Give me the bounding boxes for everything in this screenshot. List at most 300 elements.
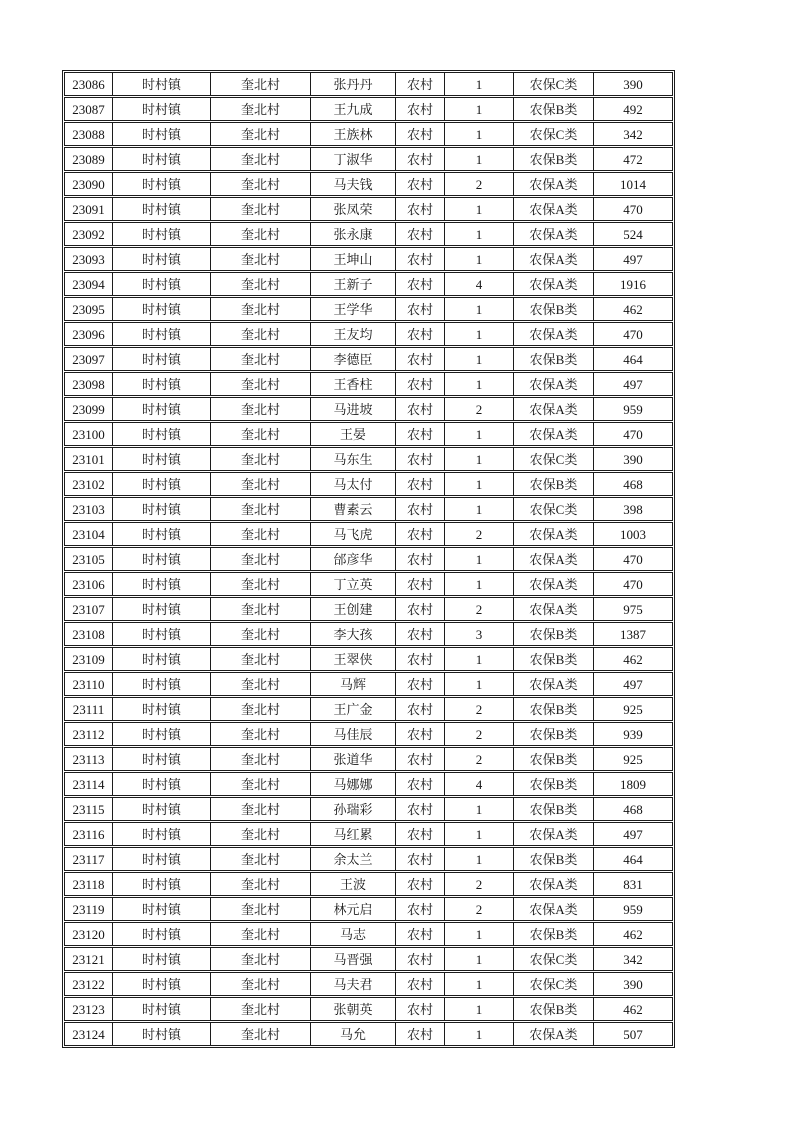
insurance-category: 农保A类	[514, 548, 594, 570]
table-row	[64, 722, 673, 746]
insurance-category: 农保A类	[514, 248, 594, 270]
record-id: 23105	[65, 548, 113, 570]
amount: 468	[623, 801, 643, 817]
record-id: 23086	[65, 73, 113, 95]
table-row	[64, 222, 673, 246]
record-id: 23088	[65, 123, 113, 145]
insurance-category: 农保B类	[514, 998, 594, 1020]
residence-type: 农村	[396, 323, 445, 345]
amount: 342	[623, 951, 643, 967]
amount: 959	[623, 901, 643, 917]
residence-type: 农村	[396, 498, 445, 520]
town-name: 时村镇	[113, 423, 211, 445]
table-row	[64, 122, 673, 146]
village-name: 奎北村	[211, 223, 311, 245]
residence-type: 农村	[396, 648, 445, 670]
person-count: 1	[445, 298, 514, 320]
record-id: 23104	[65, 523, 113, 545]
village-name: 奎北村	[211, 798, 311, 820]
village-name: 奎北村	[211, 973, 311, 995]
person-name: 王翠侠	[311, 648, 396, 670]
record-id: 23095	[65, 298, 113, 320]
person-count: 1	[445, 673, 514, 695]
town-name: 时村镇	[113, 98, 211, 120]
person-name: 马辉	[311, 673, 396, 695]
residence-type: 农村	[396, 898, 445, 920]
town-name: 时村镇	[113, 1023, 211, 1045]
table-row	[64, 72, 673, 96]
village-name: 奎北村	[211, 698, 311, 720]
amount: 390	[623, 976, 643, 992]
table-row	[64, 422, 673, 446]
town-name: 时村镇	[113, 648, 211, 670]
residence-type: 农村	[396, 923, 445, 945]
person-name: 马娜娜	[311, 773, 396, 795]
residence-type: 农村	[396, 98, 445, 120]
record-id: 23087	[65, 98, 113, 120]
town-name: 时村镇	[113, 923, 211, 945]
village-name: 奎北村	[211, 948, 311, 970]
record-id: 23097	[65, 348, 113, 370]
residence-type: 农村	[396, 448, 445, 470]
residence-type: 农村	[396, 73, 445, 95]
insurance-category: 农保A类	[514, 898, 594, 920]
residence-type: 农村	[396, 273, 445, 295]
record-id: 23119	[65, 898, 113, 920]
person-count: 2	[445, 173, 514, 195]
record-id: 23123	[65, 998, 113, 1020]
insurance-category: 农保B类	[514, 348, 594, 370]
person-count: 3	[445, 623, 514, 645]
record-id: 23100	[65, 423, 113, 445]
village-name: 奎北村	[211, 348, 311, 370]
town-name: 时村镇	[113, 373, 211, 395]
person-count: 1	[445, 823, 514, 845]
insurance-category: 农保A类	[514, 573, 594, 595]
record-id: 23096	[65, 323, 113, 345]
amount: 497	[623, 376, 643, 392]
insurance-category: 农保B类	[514, 773, 594, 795]
person-count: 2	[445, 698, 514, 720]
table-row	[64, 272, 673, 296]
town-name: 时村镇	[113, 623, 211, 645]
person-name: 王香柱	[311, 373, 396, 395]
village-name: 奎北村	[211, 773, 311, 795]
table-row	[64, 297, 673, 321]
record-id: 23124	[65, 1023, 113, 1045]
insurance-category: 农保C类	[514, 498, 594, 520]
person-name: 张朝英	[311, 998, 396, 1020]
insurance-category: 农保B类	[514, 798, 594, 820]
insurance-category: 农保A类	[514, 873, 594, 895]
person-count: 1	[445, 648, 514, 670]
town-name: 时村镇	[113, 523, 211, 545]
village-name: 奎北村	[211, 198, 311, 220]
village-name: 奎北村	[211, 723, 311, 745]
record-id: 23098	[65, 373, 113, 395]
person-name: 马东生	[311, 448, 396, 470]
insurance-category: 农保C类	[514, 73, 594, 95]
person-count: 2	[445, 598, 514, 620]
village-name: 奎北村	[211, 923, 311, 945]
amount: 925	[623, 701, 643, 717]
person-count: 1	[445, 323, 514, 345]
residence-type: 农村	[396, 148, 445, 170]
person-name: 孙瑞彩	[311, 798, 396, 820]
residence-type: 农村	[396, 348, 445, 370]
person-count: 1	[445, 948, 514, 970]
village-name: 奎北村	[211, 398, 311, 420]
town-name: 时村镇	[113, 498, 211, 520]
town-name: 时村镇	[113, 873, 211, 895]
amount: 492	[623, 101, 643, 117]
person-name: 丁淑华	[311, 148, 396, 170]
amount: 390	[623, 451, 643, 467]
town-name: 时村镇	[113, 223, 211, 245]
insurance-category: 农保B类	[514, 623, 594, 645]
table-row	[64, 322, 673, 346]
person-count: 1	[445, 573, 514, 595]
residence-type: 农村	[396, 123, 445, 145]
town-name: 时村镇	[113, 673, 211, 695]
person-count: 1	[445, 123, 514, 145]
amount: 507	[623, 1026, 643, 1042]
residence-type: 农村	[396, 823, 445, 845]
village-name: 奎北村	[211, 523, 311, 545]
insurance-category: 农保A类	[514, 323, 594, 345]
town-name: 时村镇	[113, 798, 211, 820]
amount: 462	[623, 301, 643, 317]
village-name: 奎北村	[211, 1023, 311, 1045]
town-name: 时村镇	[113, 398, 211, 420]
person-count: 1	[445, 1023, 514, 1045]
insurance-category: 农保B类	[514, 723, 594, 745]
town-name: 时村镇	[113, 973, 211, 995]
amount: 497	[623, 251, 643, 267]
record-id: 23111	[65, 698, 113, 720]
residence-type: 农村	[396, 173, 445, 195]
person-name: 王坤山	[311, 248, 396, 270]
person-count: 1	[445, 448, 514, 470]
town-name: 时村镇	[113, 698, 211, 720]
amount: 1809	[620, 776, 646, 792]
table-row	[64, 472, 673, 496]
insurance-category: 农保B类	[514, 98, 594, 120]
person-name: 王九成	[311, 98, 396, 120]
town-name: 时村镇	[113, 948, 211, 970]
town-name: 时村镇	[113, 898, 211, 920]
insurance-category: 农保B类	[514, 473, 594, 495]
table-row	[64, 197, 673, 221]
person-name: 马允	[311, 1023, 396, 1045]
village-name: 奎北村	[211, 98, 311, 120]
residence-type: 农村	[396, 473, 445, 495]
table-row	[64, 622, 673, 646]
town-name: 时村镇	[113, 323, 211, 345]
village-name: 奎北村	[211, 248, 311, 270]
village-name: 奎北村	[211, 373, 311, 395]
person-count: 1	[445, 998, 514, 1020]
record-id: 23122	[65, 973, 113, 995]
town-name: 时村镇	[113, 998, 211, 1020]
village-name: 奎北村	[211, 873, 311, 895]
table-row	[64, 872, 673, 896]
record-id: 23118	[65, 873, 113, 895]
amount: 464	[623, 351, 643, 367]
town-name: 时村镇	[113, 348, 211, 370]
person-count: 1	[445, 548, 514, 570]
table-row	[64, 697, 673, 721]
amount: 470	[623, 201, 643, 217]
table-row	[64, 647, 673, 671]
record-id: 23101	[65, 448, 113, 470]
person-count: 1	[445, 498, 514, 520]
village-name: 奎北村	[211, 448, 311, 470]
person-name: 马飞虎	[311, 523, 396, 545]
table-row	[64, 372, 673, 396]
residence-type: 农村	[396, 973, 445, 995]
table-row	[64, 897, 673, 921]
table-row	[64, 672, 673, 696]
record-id: 23091	[65, 198, 113, 220]
village-name: 奎北村	[211, 123, 311, 145]
town-name: 时村镇	[113, 723, 211, 745]
village-name: 奎北村	[211, 598, 311, 620]
person-count: 2	[445, 873, 514, 895]
person-name: 曹素云	[311, 498, 396, 520]
insurance-category: 农保A类	[514, 823, 594, 845]
table-row	[64, 547, 673, 571]
insurance-category: 农保B类	[514, 298, 594, 320]
residence-type: 农村	[396, 298, 445, 320]
amount: 497	[623, 676, 643, 692]
amount: 470	[623, 576, 643, 592]
insurance-category: 农保A类	[514, 423, 594, 445]
table-row	[64, 972, 673, 996]
residence-type: 农村	[396, 848, 445, 870]
table-row	[64, 922, 673, 946]
table-row	[64, 147, 673, 171]
village-name: 奎北村	[211, 848, 311, 870]
amount: 524	[623, 226, 643, 242]
village-name: 奎北村	[211, 648, 311, 670]
residence-type: 农村	[396, 873, 445, 895]
table-row	[64, 347, 673, 371]
residence-type: 农村	[396, 573, 445, 595]
person-name: 张凤荣	[311, 198, 396, 220]
residence-type: 农村	[396, 223, 445, 245]
insurance-category: 农保B类	[514, 848, 594, 870]
person-name: 邰彦华	[311, 548, 396, 570]
person-count: 1	[445, 473, 514, 495]
person-name: 马志	[311, 923, 396, 945]
table-row	[64, 97, 673, 121]
amount: 468	[623, 476, 643, 492]
table-row	[64, 172, 673, 196]
person-count: 1	[445, 848, 514, 870]
town-name: 时村镇	[113, 823, 211, 845]
insurance-category: 农保B类	[514, 648, 594, 670]
amount: 464	[623, 851, 643, 867]
residence-type: 农村	[396, 423, 445, 445]
amount: 975	[623, 601, 643, 617]
insurance-category: 农保B类	[514, 148, 594, 170]
person-count: 1	[445, 923, 514, 945]
town-name: 时村镇	[113, 548, 211, 570]
person-name: 王族林	[311, 123, 396, 145]
amount: 470	[623, 426, 643, 442]
record-id: 23109	[65, 648, 113, 670]
record-id: 23090	[65, 173, 113, 195]
village-name: 奎北村	[211, 748, 311, 770]
person-count: 1	[445, 423, 514, 445]
residence-type: 农村	[396, 723, 445, 745]
amount: 462	[623, 651, 643, 667]
residence-type: 农村	[396, 998, 445, 1020]
person-name: 王友均	[311, 323, 396, 345]
person-name: 张道华	[311, 748, 396, 770]
residence-type: 农村	[396, 523, 445, 545]
town-name: 时村镇	[113, 148, 211, 170]
table-row	[64, 397, 673, 421]
person-name: 马进坡	[311, 398, 396, 420]
town-name: 时村镇	[113, 448, 211, 470]
person-count: 4	[445, 273, 514, 295]
village-name: 奎北村	[211, 323, 311, 345]
town-name: 时村镇	[113, 748, 211, 770]
insurance-category: 农保A类	[514, 1023, 594, 1045]
person-name: 王学华	[311, 298, 396, 320]
insurance-category: 农保B类	[514, 698, 594, 720]
insurance-category: 农保C类	[514, 123, 594, 145]
person-count: 1	[445, 148, 514, 170]
town-name: 时村镇	[113, 298, 211, 320]
person-count: 1	[445, 373, 514, 395]
village-name: 奎北村	[211, 273, 311, 295]
person-name: 王波	[311, 873, 396, 895]
insurance-category: 农保A类	[514, 273, 594, 295]
insurance-category: 农保C类	[514, 448, 594, 470]
residence-type: 农村	[396, 673, 445, 695]
table-row	[64, 847, 673, 871]
town-name: 时村镇	[113, 573, 211, 595]
table-row	[64, 772, 673, 796]
record-id: 23092	[65, 223, 113, 245]
residence-type: 农村	[396, 748, 445, 770]
record-id: 23108	[65, 623, 113, 645]
town-name: 时村镇	[113, 473, 211, 495]
residence-type: 农村	[396, 248, 445, 270]
village-name: 奎北村	[211, 148, 311, 170]
village-name: 奎北村	[211, 298, 311, 320]
town-name: 时村镇	[113, 123, 211, 145]
amount: 342	[623, 126, 643, 142]
village-name: 奎北村	[211, 423, 311, 445]
insurance-category: 农保C类	[514, 973, 594, 995]
amount: 470	[623, 551, 643, 567]
insurance-category: 农保B类	[514, 923, 594, 945]
residence-type: 农村	[396, 398, 445, 420]
village-name: 奎北村	[211, 673, 311, 695]
residence-type: 农村	[396, 1023, 445, 1045]
record-id: 23110	[65, 673, 113, 695]
insurance-category: 农保A类	[514, 523, 594, 545]
record-id: 23094	[65, 273, 113, 295]
person-name: 林元启	[311, 898, 396, 920]
town-name: 时村镇	[113, 73, 211, 95]
residence-type: 农村	[396, 373, 445, 395]
amount: 390	[623, 76, 643, 92]
insurance-category: 农保A类	[514, 173, 594, 195]
person-count: 2	[445, 723, 514, 745]
record-id: 23106	[65, 573, 113, 595]
person-count: 4	[445, 773, 514, 795]
person-count: 2	[445, 898, 514, 920]
person-name: 张丹丹	[311, 73, 396, 95]
person-name: 李德臣	[311, 348, 396, 370]
table-row	[64, 522, 673, 546]
record-id: 23116	[65, 823, 113, 845]
table-row	[64, 747, 673, 771]
insurance-category: 农保B类	[514, 748, 594, 770]
person-count: 1	[445, 98, 514, 120]
table-row	[64, 247, 673, 271]
amount: 831	[623, 876, 643, 892]
amount: 925	[623, 751, 643, 767]
record-id: 23113	[65, 748, 113, 770]
insurance-category: 农保A类	[514, 398, 594, 420]
table-row	[64, 797, 673, 821]
record-id: 23121	[65, 948, 113, 970]
town-name: 时村镇	[113, 273, 211, 295]
amount: 959	[623, 401, 643, 417]
person-count: 1	[445, 223, 514, 245]
person-count: 1	[445, 248, 514, 270]
person-count: 1	[445, 798, 514, 820]
record-id: 23107	[65, 598, 113, 620]
person-name: 王晏	[311, 423, 396, 445]
amount: 939	[623, 726, 643, 742]
table-row	[64, 997, 673, 1021]
village-name: 奎北村	[211, 173, 311, 195]
insurance-category: 农保A类	[514, 673, 594, 695]
village-name: 奎北村	[211, 498, 311, 520]
amount: 462	[623, 926, 643, 942]
amount: 398	[623, 501, 643, 517]
record-id: 23115	[65, 798, 113, 820]
person-name: 王广金	[311, 698, 396, 720]
village-name: 奎北村	[211, 623, 311, 645]
village-name: 奎北村	[211, 573, 311, 595]
village-name: 奎北村	[211, 548, 311, 570]
record-id: 23114	[65, 773, 113, 795]
town-name: 时村镇	[113, 198, 211, 220]
person-name: 马红累	[311, 823, 396, 845]
person-name: 马太付	[311, 473, 396, 495]
amount: 462	[623, 1001, 643, 1017]
insurance-category: 农保A类	[514, 598, 594, 620]
insurance-category: 农保A类	[514, 373, 594, 395]
person-count: 1	[445, 73, 514, 95]
table-row	[64, 597, 673, 621]
residence-type: 农村	[396, 773, 445, 795]
amount: 470	[623, 326, 643, 342]
residence-type: 农村	[396, 698, 445, 720]
record-id: 23102	[65, 473, 113, 495]
person-name: 王创建	[311, 598, 396, 620]
residence-type: 农村	[396, 598, 445, 620]
person-name: 王新子	[311, 273, 396, 295]
